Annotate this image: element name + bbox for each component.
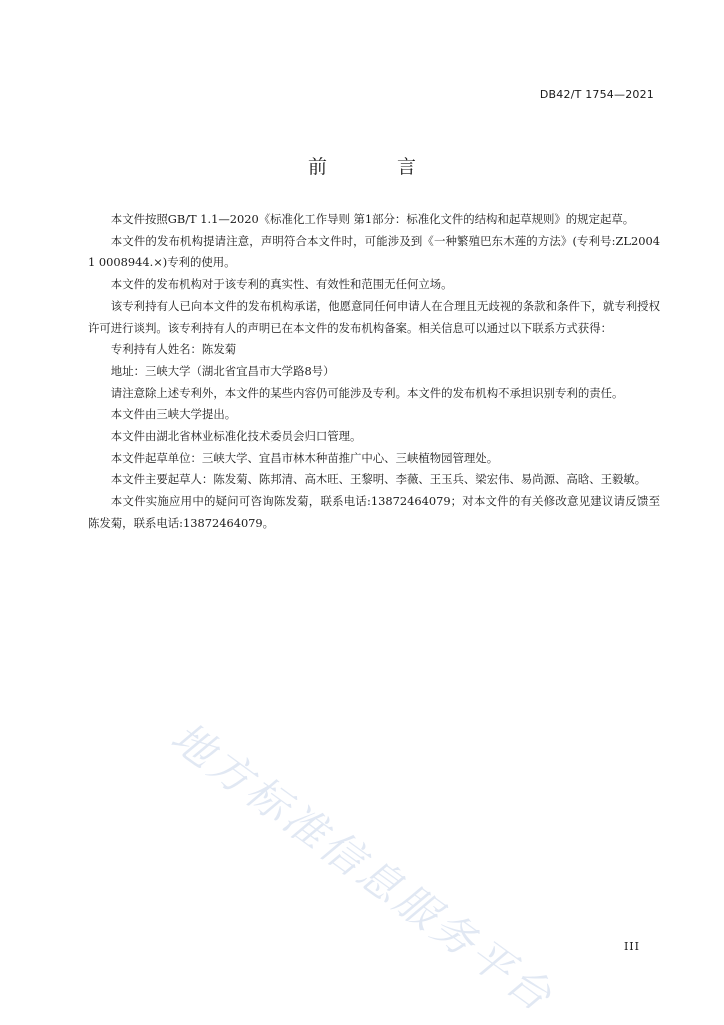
paragraph: 本文件由湖北省林业标准化技术委员会归口管理。 xyxy=(110,429,362,444)
paragraph: 本文件主要起草人：陈发菊、陈邦清、高木旺、王黎明、李薇、王玉兵、梁宏伟、易尚源、高晗、王毅敏。 xyxy=(110,472,647,487)
paragraph: 本文件按照GB/T 1.1—2020《标准化工作导则 第1部分：标准化文件的结构和起草规则》的规定起草。 xyxy=(110,212,635,226)
paragraph: 专利持有人姓名：陈发菊 xyxy=(110,342,237,357)
paragraph: 本文件起草单位：三峡大学、宜昌市林木种苗推广中心、三峡植物园管理处。 xyxy=(110,450,499,465)
paragraph: 该专利持有人已向本文件的发布机构承诺，他愿意同任何申请人在合理且无歧视的条款和条件下，就专利授权许可进行谈判。该专利持有人的声明已在本文件的发布机构备案。相关信息可以通过以下联系方式获得： xyxy=(88,298,660,335)
paragraph: 请注意除上述专利外，本文件的某些内容仍可能涉及专利。本文件的发布机构不承担识别专利的责任。 xyxy=(110,385,624,400)
page-title: 前 言 xyxy=(307,156,449,178)
paragraph: 本文件实施应用中的疑问可咨询陈发菊，联系电话:13872464079；对本文件的有关修改意见建议请反馈至陈发菊，联系电话:13872464079。 xyxy=(88,494,660,530)
standard-code: DB42/T 1754—2021 xyxy=(539,88,654,101)
page-number: III xyxy=(623,940,640,953)
paragraph: 本文件的发布机构对于该专利的真实性、有效性和范围无任何立场。 xyxy=(110,277,453,292)
paragraph: 本文件的发布机构提请注意，声明符合本文件时，可能涉及到《一种繁殖巴东木莲的方法》(专利号:ZL2004 1 0008944.×)专利的使用。 xyxy=(88,233,660,270)
paragraph: 地址：三峡大学（湖北省宜昌市大学路8号） xyxy=(110,363,335,378)
watermark: 地方标准信息服务平台 xyxy=(162,712,564,1023)
paragraph: 本文件由三峡大学提出。 xyxy=(110,407,237,422)
document-body xyxy=(88,209,660,535)
